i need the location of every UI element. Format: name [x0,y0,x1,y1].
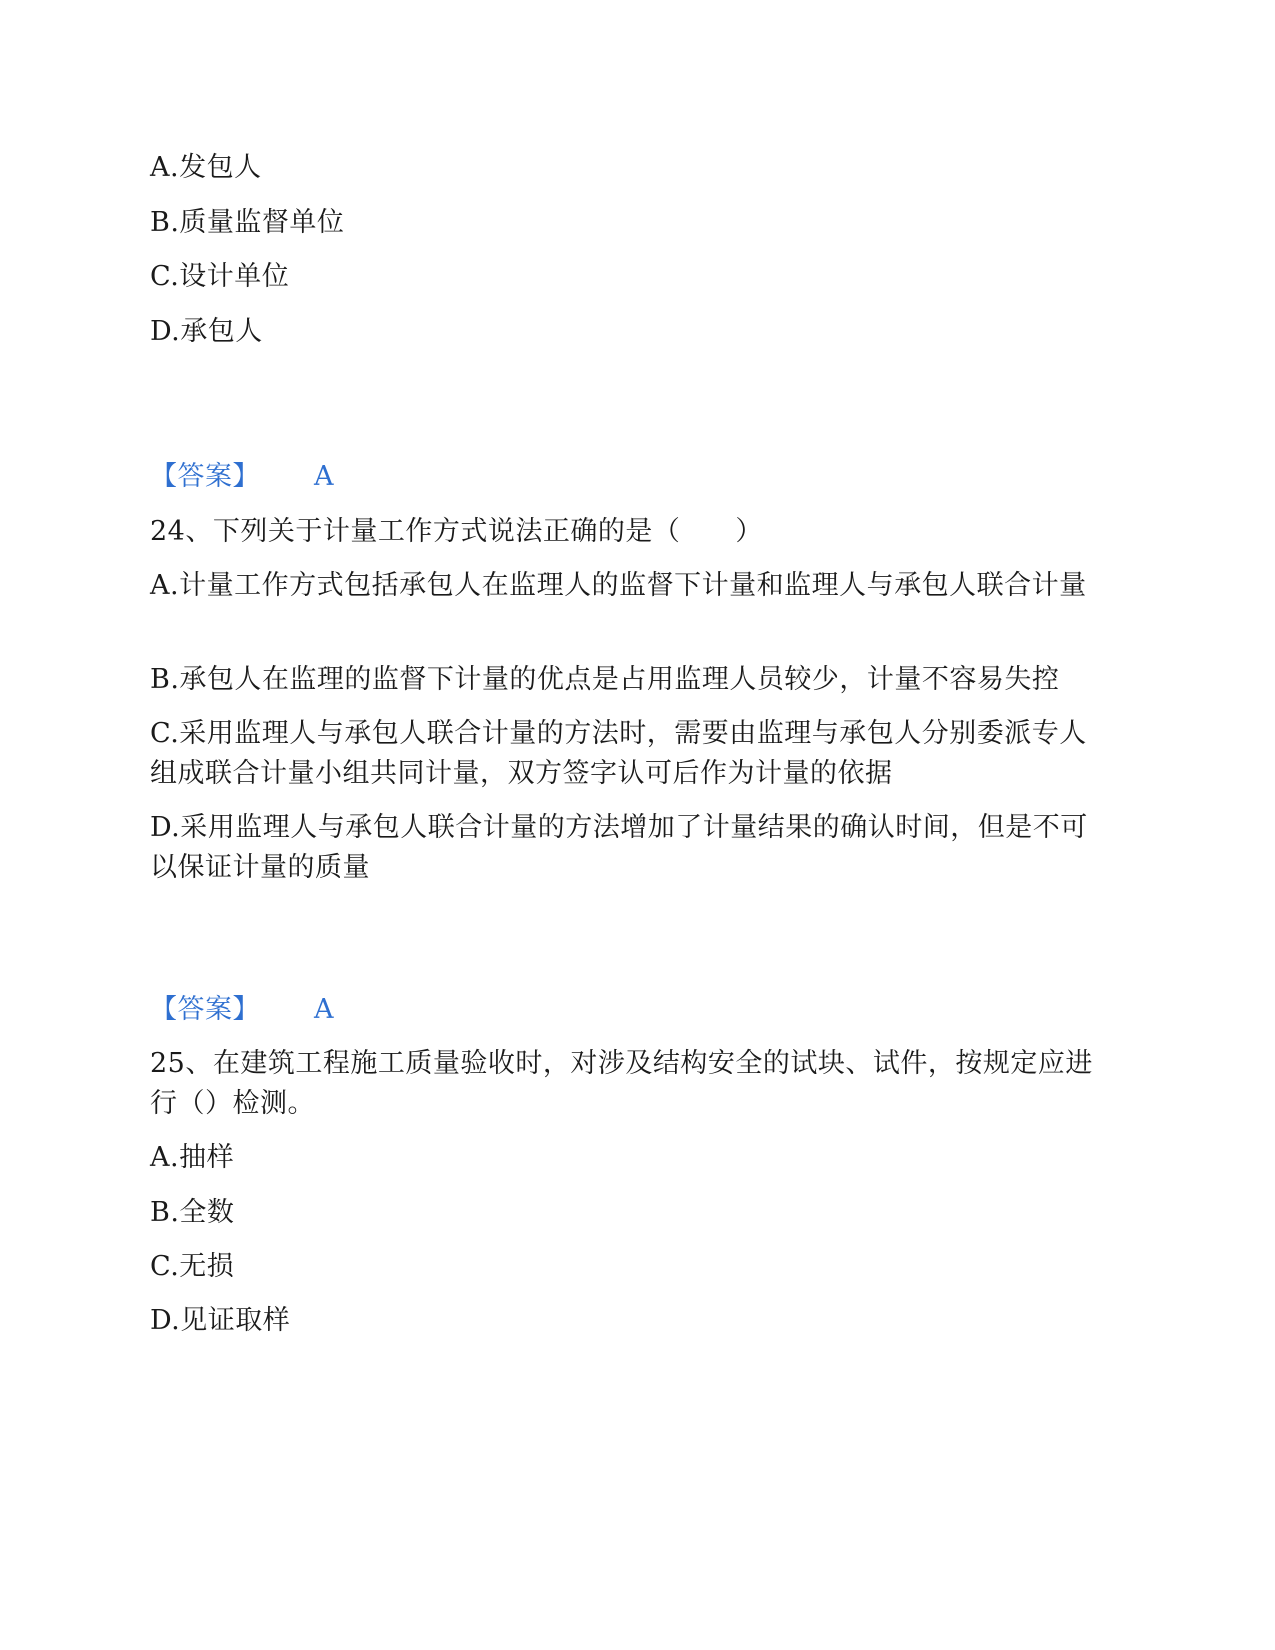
q23-option-d: D.承包人 [150,316,263,347]
q24-option-c: C.采用监理人与承包人联合计量的方法时，需要由监理与承包人分别委派专人组成联合计量小组共同计量，双方签字认可后作为计量的依据 [150,718,1087,789]
q23-answer-value: A [314,461,334,492]
q23-answer [150,457,1110,497]
q24-option-b: B.承包人在监理的监督下计量的优点是占用监理人员较少，计量不容易失控 [150,664,1060,695]
q25-option-b: B.全数 [150,1197,235,1228]
q23-answer-label: 【答案】 [150,461,260,492]
q25-option-d: D.见证取样 [150,1305,291,1336]
q25-option-c: C.无损 [150,1251,235,1282]
q24-answer-value: A [314,994,334,1025]
q24-option-d: D.采用监理人与承包人联合计量的方法增加了计量结果的确认时间，但是不可以保证计量的质量 [150,812,1088,883]
q24-answer-label: 【答案】 [150,994,260,1025]
q23-option-a: A.发包人 [150,152,262,183]
q25-question: 25、在建筑工程施工质量验收时，对涉及结构安全的试块、试件，按规定应进行（）检测。 [150,1048,1093,1119]
q23-option-c: C.设计单位 [150,261,290,292]
q23-option-b: B.质量监督单位 [150,207,345,238]
q24-option-a: A.计量工作方式包括承包人在监理人的监督下计量和监理人与承包人联合计量 [150,570,1087,601]
q24-answer [150,990,1110,1030]
q24-question: 24、下列关于计量工作方式说法正确的是（ ） [150,516,763,547]
q25-option-a: A.抽样 [150,1142,235,1173]
